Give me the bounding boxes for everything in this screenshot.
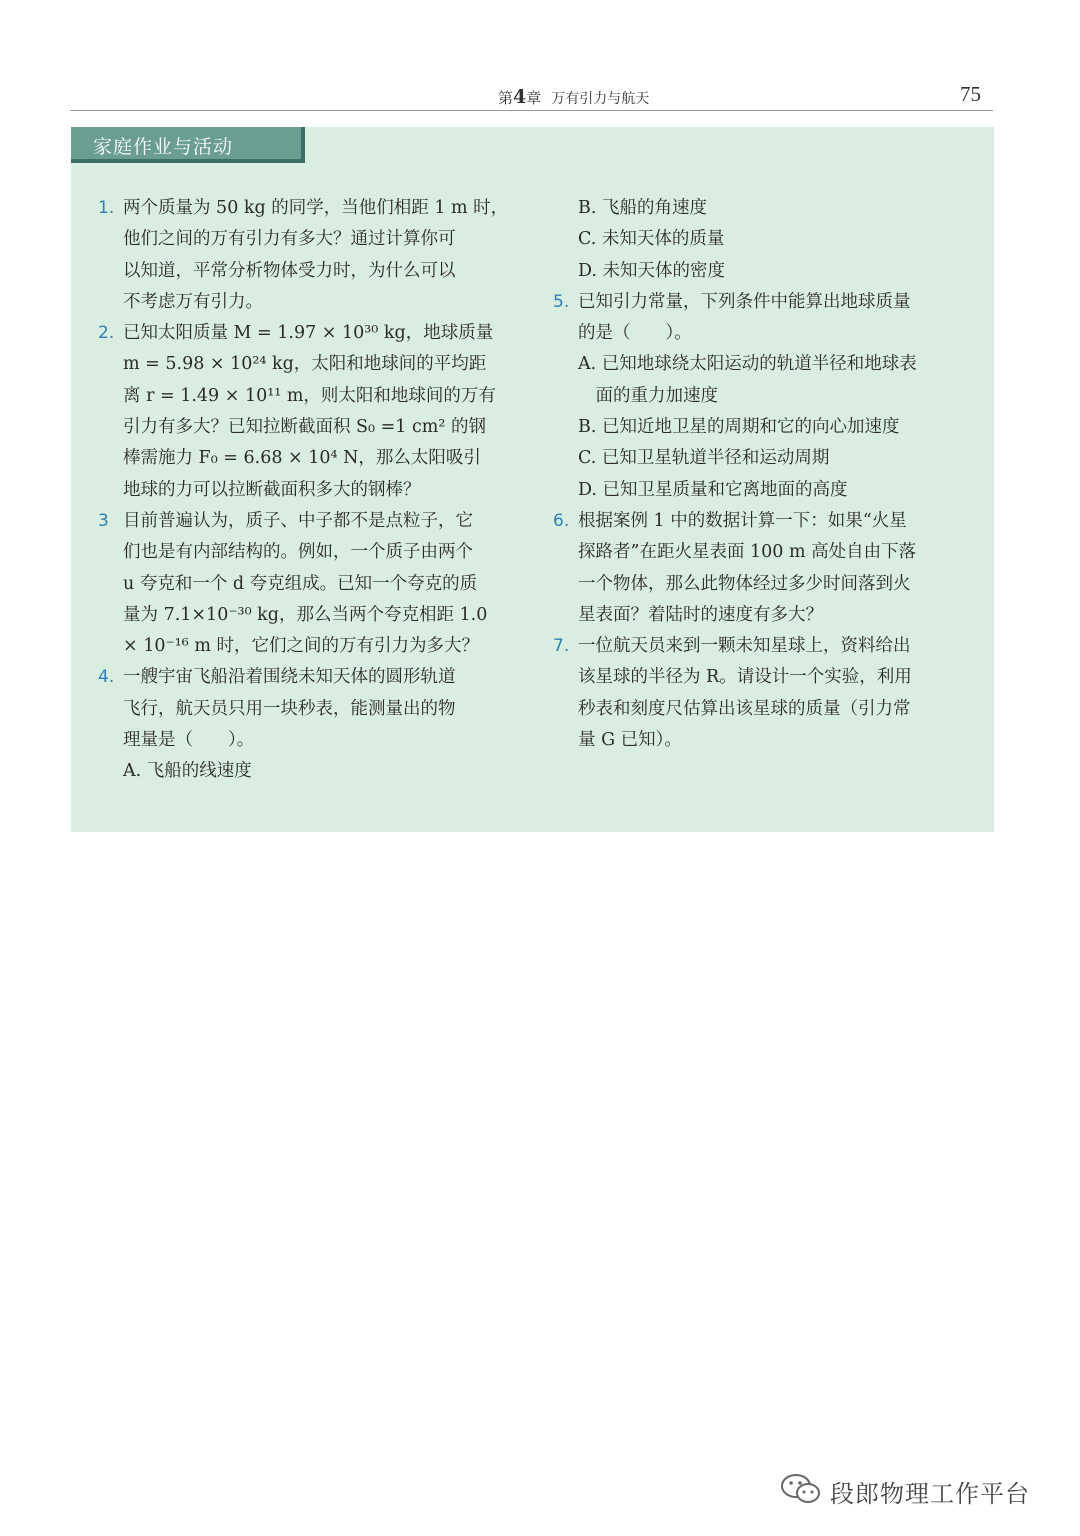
right-column (553, 193, 965, 756)
question-line: 不考虑万有引力。 (123, 291, 263, 312)
question-line: 星表面？着陆时的速度有多大？ (578, 604, 823, 625)
question-line: 理量是（ ）。 (123, 730, 255, 751)
question-number: 5. (553, 291, 570, 312)
question-line: 根据案例 1 中的数据计算一下：如果“火星 (578, 510, 907, 531)
answer-option: C. 已知卫星轨道半径和运动周期 (578, 448, 830, 469)
question-number: 2. (98, 323, 115, 344)
question-line: × 10⁻¹⁶ m 时，它们之间的万有引力为多大？ (123, 636, 479, 657)
question-line: 目前普遍认为，质子、中子都不是点粒子，它 (123, 510, 473, 531)
question-number: 6. (553, 510, 570, 531)
question-line: 地球的力可以拉断截面积多大的钢棒？ (123, 479, 421, 500)
question-number: 3 (98, 510, 109, 531)
question-7 (553, 631, 965, 756)
wechat-icon (780, 1472, 822, 1506)
question-number: 4. (98, 667, 115, 688)
question-line: 一位航天员来到一颗未知星球上，资料给出 (578, 636, 911, 657)
page-header (70, 80, 993, 111)
answer-option: A. 飞船的线速度 (123, 761, 252, 782)
answer-option: B. 飞船的角速度 (578, 198, 707, 218)
chapter-prefix: 第 (498, 89, 514, 107)
question-line: 该星球的半径为 R。请设计一个实验，利用 (578, 667, 912, 688)
answer-option: A. 已知地球绕太阳运动的轨道半径和地球表 (578, 354, 917, 375)
question-line: 一个物体，那么此物体经过多少时间落到火 (578, 573, 911, 594)
question-number: 7. (553, 636, 570, 657)
question-5 (553, 287, 965, 506)
question-3 (98, 506, 510, 662)
question-line: m = 5.98 × 10²⁴ kg，太阳和地球间的平均距 (123, 354, 487, 375)
question-line: u 夸克和一个 d 夸克组成。已知一个夸克的质 (123, 573, 478, 594)
question-line: 探路者”在距火星表面 100 m 高处自由下落 (578, 542, 917, 563)
answer-option: D. 已知卫星质量和它离地面的高度 (578, 479, 848, 500)
question-line: 以知道，平常分析物体受力时，为什么可以 (123, 260, 456, 281)
homework-box (71, 127, 994, 832)
answer-option: 面的重力加速度 (578, 385, 718, 406)
question-line: 两个质量为 50 kg 的同学，当他们相距 1 m 时， (123, 198, 509, 218)
watermark (780, 1470, 1050, 1510)
question-line: 引力有多大？已知拉断截面积 S₀ =1 cm² 的钢 (123, 417, 486, 438)
page-number: 75 (960, 82, 981, 106)
question-line: 的是（ ）。 (578, 323, 692, 344)
question-6 (553, 506, 965, 631)
question-line: 量为 7.1×10⁻³⁰ kg，那么当两个夸克相距 1.0 (123, 604, 488, 625)
question-line: 们也是有内部结构的。例如，一个质子由两个 (123, 542, 473, 563)
question-line: 已知引力常量，下列条件中能算出地球质量 (578, 291, 911, 312)
question-line: 他们之间的万有引力有多大？通过计算你可 (123, 229, 456, 250)
question-line: 已知太阳质量 M = 1.97 × 10³⁰ kg，地球质量 (123, 323, 494, 344)
left-column (98, 193, 510, 788)
question-2 (98, 318, 510, 506)
question-line: 离 r = 1.49 × 10¹¹ m，则太阳和地球间的万有 (123, 385, 496, 406)
section-tag (71, 127, 305, 163)
chapter-suffix: 章 (526, 89, 542, 107)
answer-option: C. 未知天体的质量 (578, 229, 725, 250)
chapter-title: 万有引力与航天 (551, 91, 650, 107)
answer-option: B. 已知近地卫星的周期和它的向心加速度 (578, 417, 900, 438)
chapter-number: 4 (513, 86, 527, 108)
section-title: 家庭作业与活动 (93, 136, 234, 158)
question-line: 量 G 已知）。 (578, 730, 682, 751)
question-line: 棒需施力 F₀ = 6.68 × 10⁴ N，那么太阳吸引 (123, 448, 481, 469)
question-line: 秒表和刻度尺估算出该星球的质量（引力常 (578, 698, 911, 719)
watermark-text: 段郎物理工作平台 (830, 1480, 1030, 1508)
question-line: 飞行，航天员只用一块秒表，能测量出的物 (123, 698, 456, 719)
chapter-heading (498, 86, 649, 108)
question-1 (98, 193, 510, 318)
question-4 (98, 662, 510, 787)
answer-option: D. 未知天体的密度 (578, 260, 726, 281)
question-number: 1. (98, 198, 115, 218)
question-line: 一艘宇宙飞船沿着围绕未知天体的圆形轨道 (123, 667, 456, 688)
